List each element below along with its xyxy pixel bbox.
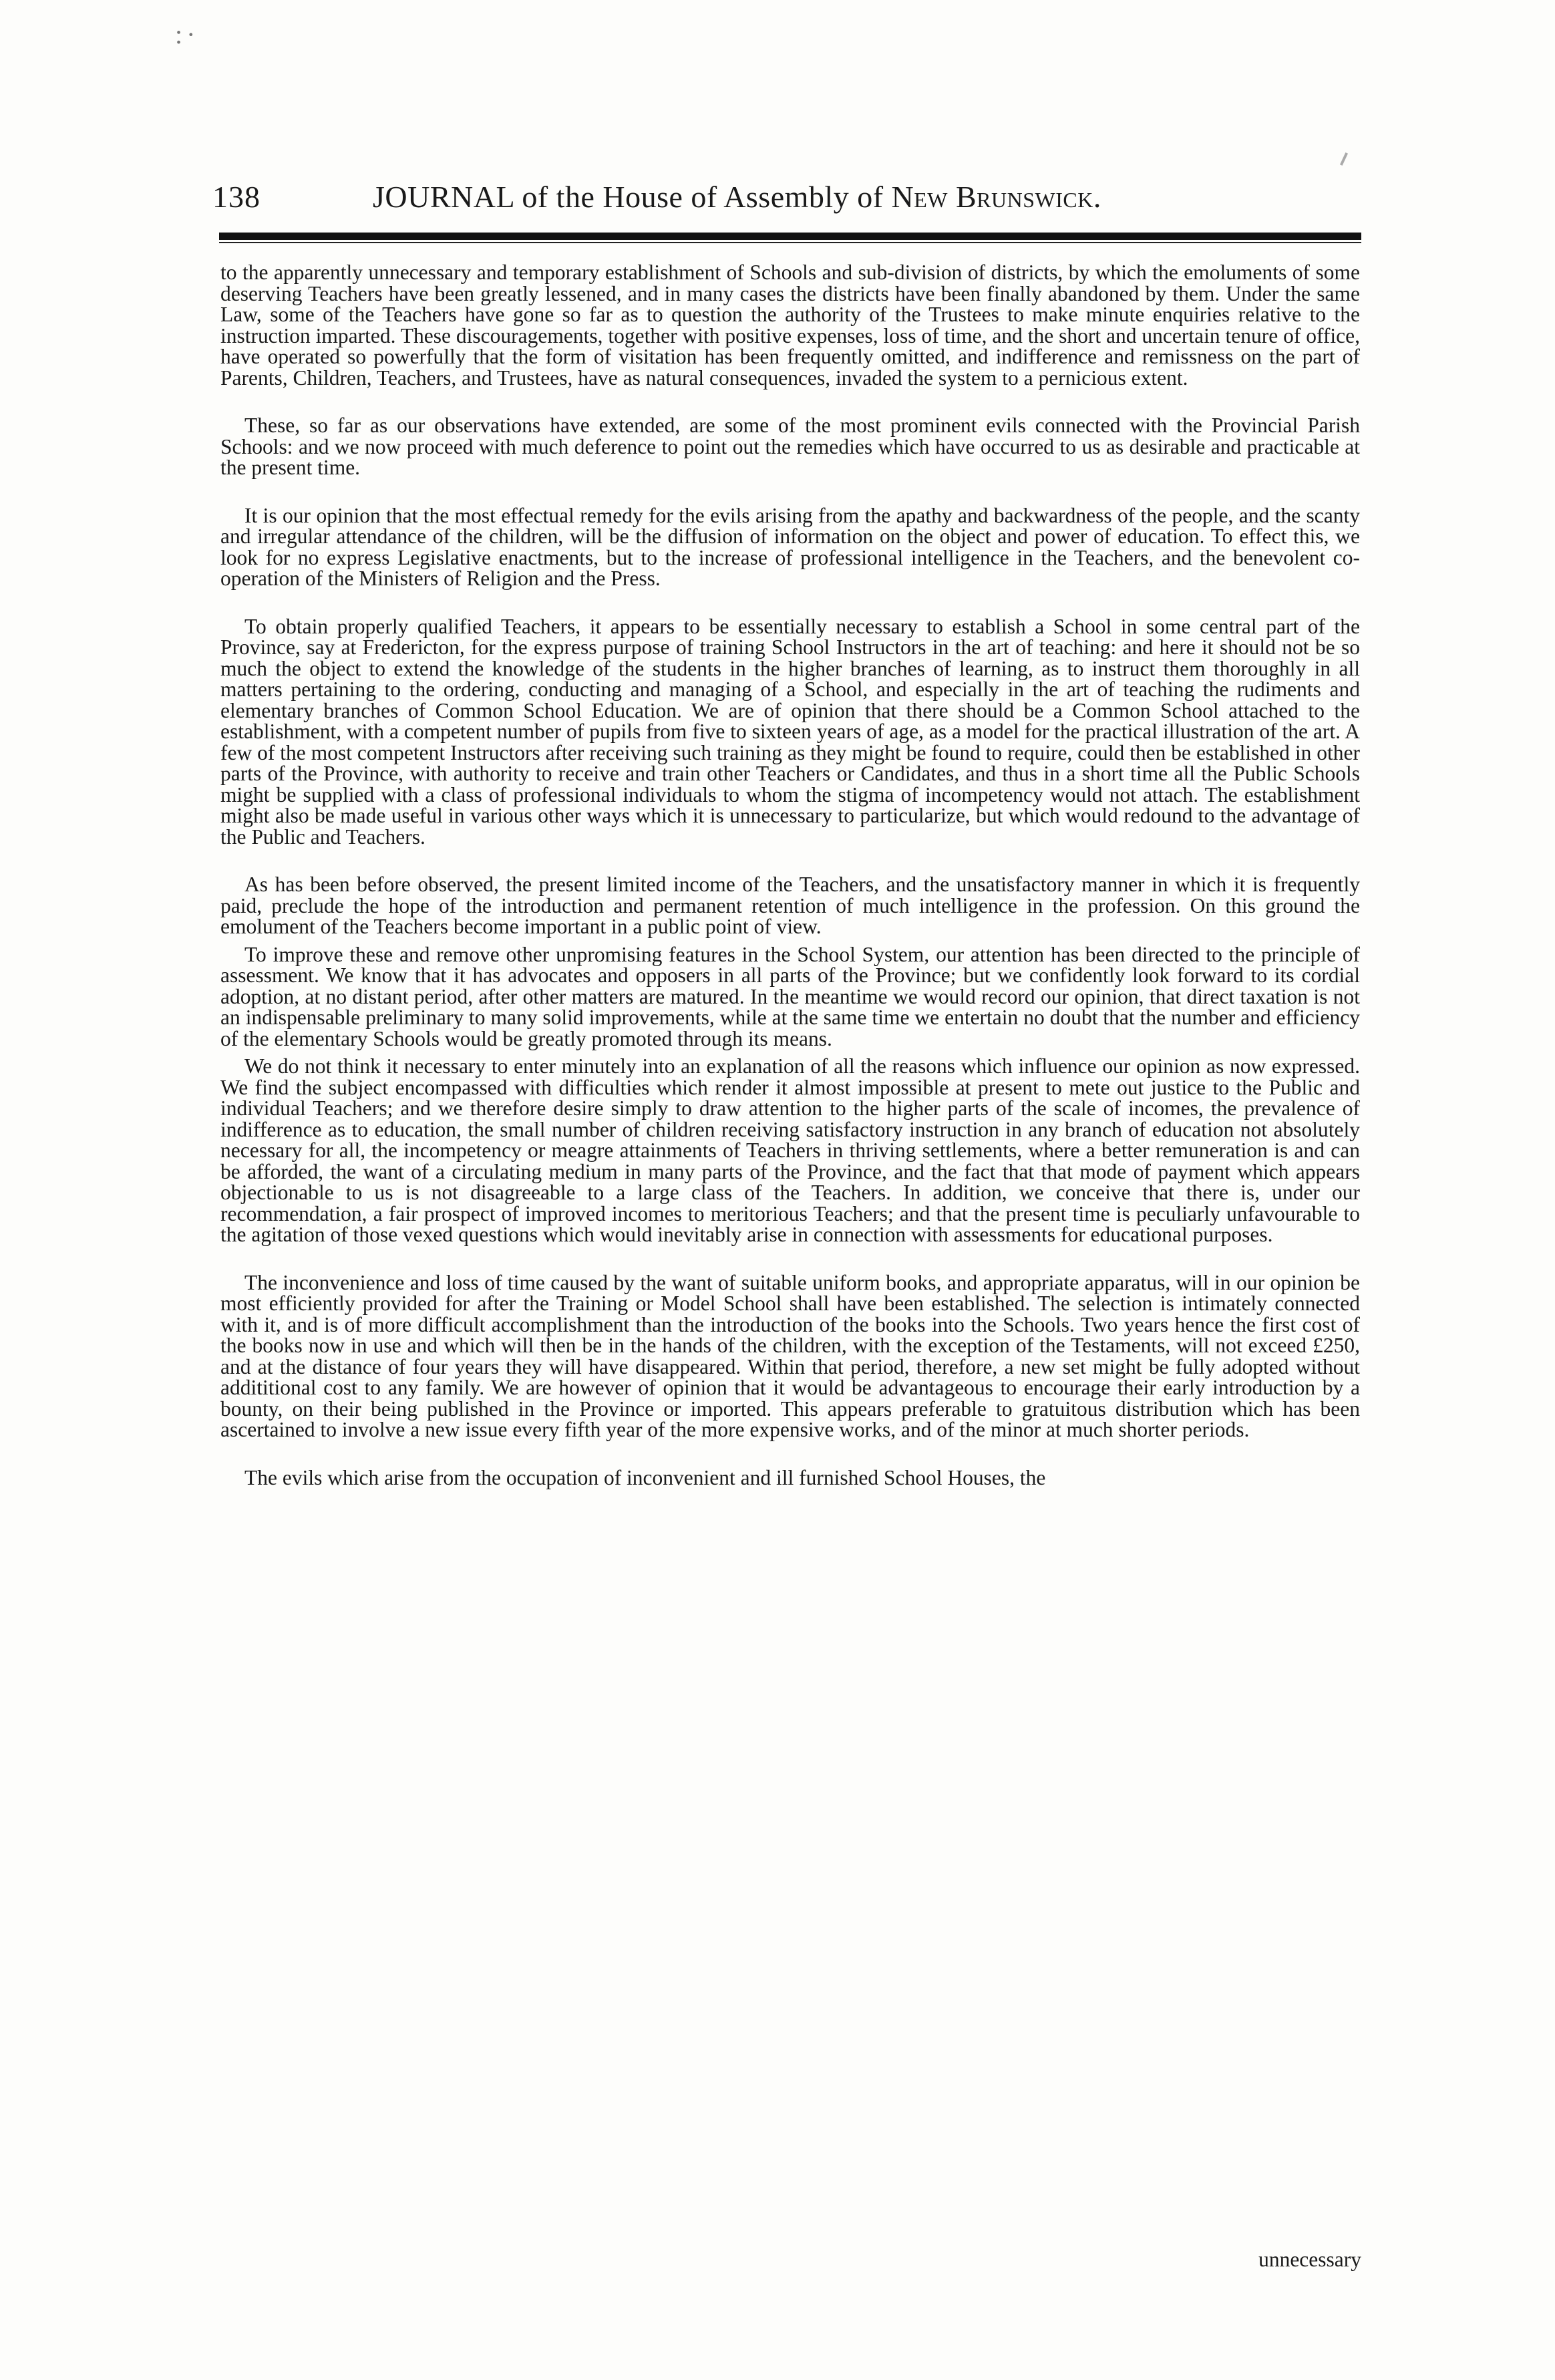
- paragraph-continuation: to the apparently unnecessary and temporary establishment of Schools and sub-division of districts, by which the emoluments of some deserving Teachers have been greatly lessened, and in many cases the districts have been finally abandoned by them. Under the same Law, some of the Teachers have gone so far as to question the authority of the Trustees to make minute enquiries relative to the instruction imparted. These discouragements, together with positive expenses, loss of time, and the short and uncertain tenure of office, have operated so powerfully that the form of visitation has been frequently omitted, and indifference and remissness on the part of Parents, Children, Teachers, and Trustees, have as natural consequences, invaded the system to a pernicious extent.: [220, 261, 1360, 390]
- running-head-place: New Brunswick.: [891, 180, 1101, 214]
- page-number: 138: [212, 180, 261, 214]
- body-text: [220, 262, 1360, 1488]
- running-head: [373, 179, 1101, 214]
- header-rule-thick: [219, 233, 1361, 240]
- running-head-title: JOURNAL of the House of Assembly of: [373, 180, 884, 214]
- paragraph-effectual-remedy: It is our opinion that the most effectual remedy for the evils arising from the apathy and backwardness of the people, and the scanty and irregular attendance of the children, will be the diffusion of information on the object and power of education. To effect this, we look for no express Legislative enactments, but to the increase of professional intelligence in the Teachers, and the benevolent co-operation of the Ministers of Religion and the Press.: [220, 503, 1360, 590]
- paragraph-reasons: We do not think it necessary to enter minutely into an explanation of all the reasons which influence our opinion as now expressed. We find the subject encompassed with difficulties which render it almost impossible at present to mete out justice to the Public and individual Teachers; and we therefore desire simply to draw attention to the higher parts of the scale of incomes, the prevalence of indifference as to education, the small number of children receiving satisfactory instruction in any branch of education not absolutely necessary for all, the incompetency or meagre attainments of Teachers in thriving settlements, where a better remuneration is and can be afforded, the want of a circulating medium in many parts of the Province, and the fact that that mode of payment which appears objectionable to us is not disagreeable to a large class of the Teachers. In addition, we conceive that there is, under our recommendation, a fair prospect of improved incomes to meritorious Teachers; and that the present time is peculiarly unfavourable to the agitation of those vexed questions which would inevitably arise in connection with assessments for educational purposes.: [220, 1054, 1360, 1246]
- paragraph-assessment: To improve these and remove other unpromising features in the School System, our attention has been directed to the principle of assessment. We know that it has advocates and opposers in all parts of the Province; but we confidently look forward to its cordial adoption, at no distant period, after other matters are matured. In the meantime we would record our opinion, that direct taxation is not an indispensable preliminary to many solid improvements, while at the same time we entertain no doubt that the number and efficiency of the elementary Schools would be greatly promoted through its means.: [220, 942, 1360, 1050]
- paragraph-prominent-evils: These, so far as our observations have extended, are some of the most prominent evils connected with the Provincial Parish Schools: and we now proceed with much deference to point out the remedies which have occurred to us as desirable and practicable at the present time.: [220, 414, 1360, 479]
- page-header: [212, 179, 1361, 219]
- paragraph-school-houses: The evils which arise from the occupation of inconvenient and ill furnished School Houses, the: [244, 1465, 1046, 1489]
- catchword: unnecessary: [1258, 2248, 1361, 2271]
- scan-edge-mark: [1340, 152, 1348, 166]
- paragraph-qualified-teachers: To obtain properly qualified Teachers, it appears to be essentially necessary to establish a School in some central part of the Province, say at Fredericton, for the express purpose of training School Instructors in the art of teaching: and here it should not be so much the object to extend the knowledge of the students in the higher branches of learning, as to instruct them thoroughly in all matters pertaining to the ordering, conducting and managing of a School, and especially in the art of teaching the rudiments and elementary branches of Common School Education. We are of opinion that there should be a Common School attached to the establishment, with a competent number of pupils from five to sixteen years of age, as a model for the practical illustration of the art. A few of the most competent Instructors after receiving such training as they might be found to require, could then be established in other parts of the Province, with authority to receive and train other Teachers or Candidates, and thus in a short time all the Public Schools might be supplied with a class of professional individuals to whom the stigma of incompetency would not attach. The establishment might also be made useful in various other ways which it is unnecessary to particularize, but which would redound to the advantage of the Public and Teachers.: [220, 614, 1360, 849]
- paragraph-limited-income: As has been before observed, the present limited income of the Teachers, and the unsatisfactory manner in which it is frequently paid, preclude the hope of the introduction and permanent retention of much intelligence in the profession. On this ground the emolument of the Teachers become important in a public point of view.: [220, 873, 1360, 938]
- paragraph-books-apparatus: The inconvenience and loss of time caused by the want of suitable uniform books, and appropriate apparatus, will in our opinion be most efficiently provided for after the Training or Model School shall have been established. The selection is intimately connected with it, and is of more difficult accomplishment than the introduction of the books into the Schools. Two years hence the first cost of the books now in use and which will then be in the hands of the children, with the exception of the Testaments, will not exceed £250, and at the distance of four years they will have disappeared. Within that period, therefore, a new set might be fully adopted without addititional cost to any family. We are however of opinion that it would be advantageous to encourage their early introduction by a bounty, on their being published in the Province or imported. This appears preferable to gratuitous distribution which has been ascertained to involve a new issue every fifth year of the more expensive works, and of the minor at much shorter periods.: [220, 1270, 1360, 1441]
- header-rule-thin: [219, 242, 1361, 243]
- scan-corner-mark: :·: [175, 19, 200, 49]
